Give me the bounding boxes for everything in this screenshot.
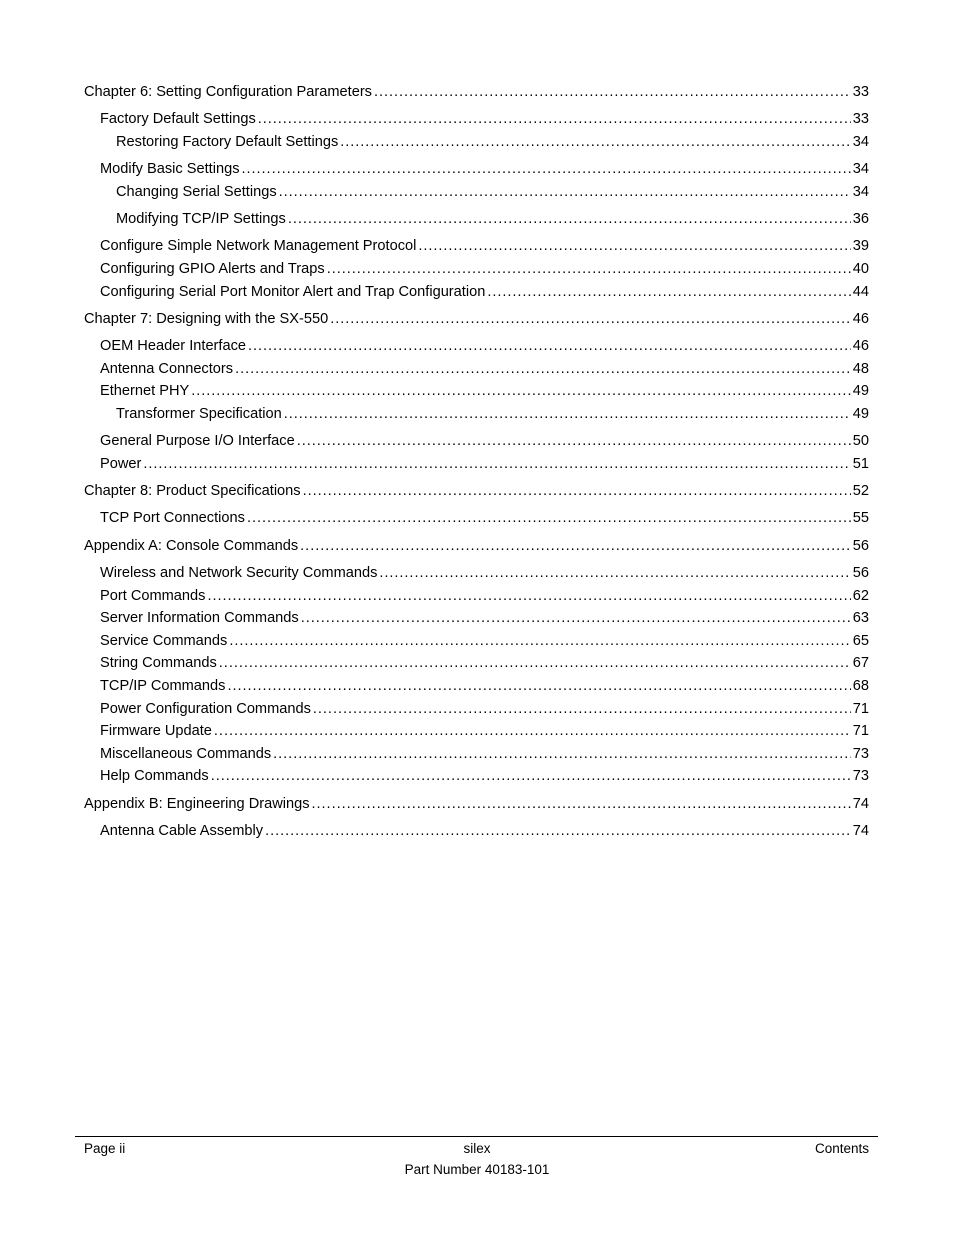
toc-entry-title: Chapter 8: Product Specifications <box>84 483 301 499</box>
toc-entry[interactable] <box>116 184 869 201</box>
toc-dot-leader <box>340 134 851 151</box>
toc-entry[interactable] <box>100 383 869 400</box>
toc-entry[interactable] <box>100 655 869 672</box>
toc-entry[interactable] <box>100 261 869 278</box>
footer-section-label: Contents <box>814 1141 869 1156</box>
toc-entry[interactable] <box>100 823 869 840</box>
toc-entry-page-number: 46 <box>852 311 869 327</box>
toc-entry[interactable] <box>100 238 869 255</box>
toc-entry[interactable] <box>84 483 869 500</box>
toc-entry-page-number: 49 <box>852 383 869 399</box>
toc-entry-title: TCP Port Connections <box>100 510 245 526</box>
toc-entry-page-number: 67 <box>852 655 869 671</box>
toc-entry-page-number: 50 <box>852 433 869 449</box>
toc-entry[interactable] <box>100 510 869 527</box>
toc-entry[interactable] <box>84 311 869 328</box>
toc-dot-leader <box>219 655 851 672</box>
toc-entry-page-number: 65 <box>852 633 869 649</box>
toc-dot-leader <box>312 796 851 813</box>
toc-entry-title: Chapter 7: Designing with the SX-550 <box>84 311 329 327</box>
toc-entry[interactable] <box>116 406 869 423</box>
toc-entry-title: Antenna Cable Assembly <box>100 823 264 839</box>
toc-entry-title: Power <box>100 456 142 472</box>
toc-dot-leader <box>235 361 851 378</box>
toc-entry-page-number: 49 <box>852 406 869 422</box>
toc-entry-title: Transformer Specification <box>116 406 282 422</box>
toc-entry-title: Restoring Factory Default Settings <box>116 134 339 150</box>
toc-entry-title: Help Commands <box>100 768 209 784</box>
toc-dot-leader <box>214 723 851 740</box>
footer-brand: silex <box>463 1141 491 1156</box>
toc-dot-leader <box>229 633 850 650</box>
toc-entry-page-number: 44 <box>852 284 869 300</box>
toc-entry-title: Power Configuration Commands <box>100 701 311 717</box>
toc-dot-leader <box>313 701 851 718</box>
toc-dot-leader <box>487 284 850 301</box>
toc-entry[interactable] <box>100 161 869 178</box>
toc-dot-leader <box>143 456 850 473</box>
toc-entry-title: Factory Default Settings <box>100 111 256 127</box>
toc-entry-title: Ethernet PHY <box>100 383 190 399</box>
toc-entry-page-number: 71 <box>852 701 869 717</box>
toc-entry-title: Miscellaneous Commands <box>100 746 272 762</box>
toc-entry-title: Antenna Connectors <box>100 361 234 377</box>
toc-entry-page-number: 34 <box>852 184 869 200</box>
toc-entry-page-number: 36 <box>852 211 869 227</box>
toc-entry-page-number: 52 <box>852 483 869 499</box>
toc-entry-title: Firmware Update <box>100 723 212 739</box>
toc-entry[interactable] <box>84 84 869 101</box>
toc-entry-title: Configure Simple Network Management Protocol <box>100 238 417 254</box>
toc-dot-leader <box>211 768 851 785</box>
toc-dot-leader <box>303 483 851 500</box>
toc-entry-title: OEM Header Interface <box>100 338 247 354</box>
toc-entry-page-number: 33 <box>852 111 869 127</box>
toc-entry-page-number: 48 <box>852 361 869 377</box>
toc-dot-leader <box>330 311 851 328</box>
toc-entry[interactable] <box>100 633 869 650</box>
toc-entry[interactable] <box>84 538 869 555</box>
toc-dot-leader <box>374 84 851 101</box>
toc-dot-leader <box>301 610 851 627</box>
toc-dot-leader <box>288 211 851 228</box>
toc-entry-title: Service Commands <box>100 633 228 649</box>
toc-entry-page-number: 62 <box>852 588 869 604</box>
toc-entry[interactable] <box>100 284 869 301</box>
toc-entry[interactable] <box>100 338 869 355</box>
toc-entry-title: Configuring Serial Port Monitor Alert and Trap Configuration <box>100 284 486 300</box>
toc-entry-page-number: 55 <box>852 510 869 526</box>
toc-entry[interactable] <box>100 701 869 718</box>
toc-entry-title: Changing Serial Settings <box>116 184 277 200</box>
toc-dot-leader <box>242 161 851 178</box>
toc-dot-leader <box>258 111 851 128</box>
toc-entry[interactable] <box>100 361 869 378</box>
toc-dot-leader <box>207 588 850 605</box>
toc-entry-page-number: 39 <box>852 238 869 254</box>
footer-divider <box>75 1136 878 1137</box>
toc-dot-leader <box>247 510 851 527</box>
toc-entry-page-number: 68 <box>852 678 869 694</box>
toc-entry[interactable] <box>100 433 869 450</box>
toc-entry-title: Server Information Commands <box>100 610 299 626</box>
toc-entry[interactable] <box>116 211 869 228</box>
toc-entry-title: General Purpose I/O Interface <box>100 433 295 449</box>
toc-entry[interactable] <box>116 134 869 151</box>
toc-entry-title: Port Commands <box>100 588 206 604</box>
toc-entry-title: Chapter 6: Setting Configuration Parameters <box>84 84 372 100</box>
toc-dot-leader <box>327 261 851 278</box>
toc-entry[interactable] <box>100 111 869 128</box>
toc-entry-page-number: 73 <box>852 746 869 762</box>
toc-entry-page-number: 56 <box>852 565 869 581</box>
toc-entry-title: Appendix A: Console Commands <box>84 538 299 554</box>
toc-dot-leader <box>279 184 851 201</box>
toc-entry-page-number: 34 <box>852 134 869 150</box>
toc-entry-title: Appendix B: Engineering Drawings <box>84 796 310 812</box>
toc-dot-leader <box>227 678 850 695</box>
toc-entry[interactable] <box>100 768 869 785</box>
footer-part-number: Part Number 40183-101 <box>404 1162 550 1177</box>
toc-entry[interactable] <box>100 723 869 740</box>
toc-entry-page-number: 73 <box>852 768 869 784</box>
toc-entry-page-number: 74 <box>852 796 869 812</box>
toc-entry[interactable] <box>100 456 869 473</box>
toc-dot-leader <box>379 565 850 582</box>
toc-entry-page-number: 46 <box>852 338 869 354</box>
toc-entry-page-number: 56 <box>852 538 869 554</box>
toc-dot-leader <box>273 746 851 763</box>
toc-dot-leader <box>265 823 851 840</box>
toc-dot-leader <box>418 238 850 255</box>
toc-entry[interactable] <box>100 678 869 695</box>
toc-entry-page-number: 40 <box>852 261 869 277</box>
toc-entry[interactable] <box>100 565 869 582</box>
toc-entry[interactable] <box>100 588 869 605</box>
toc-entry-page-number: 34 <box>852 161 869 177</box>
toc-dot-leader <box>248 338 851 355</box>
toc-dot-leader <box>300 538 851 555</box>
toc-entry-title: Modifying TCP/IP Settings <box>116 211 286 227</box>
toc-dot-leader <box>297 433 851 450</box>
toc-dot-leader <box>191 383 851 400</box>
toc-entry-page-number: 63 <box>852 610 869 626</box>
toc-entry[interactable] <box>84 796 869 813</box>
toc-entry-page-number: 71 <box>852 723 869 739</box>
toc-entry-title: String Commands <box>100 655 217 671</box>
toc-entry-page-number: 33 <box>852 84 869 100</box>
toc-entry-page-number: 51 <box>852 456 869 472</box>
toc-entry[interactable] <box>100 610 869 627</box>
toc-entry-title: Wireless and Network Security Commands <box>100 565 378 581</box>
toc-entry-title: Modify Basic Settings <box>100 161 240 177</box>
toc-dot-leader <box>284 406 851 423</box>
footer-page-label: Page ii <box>84 1141 126 1156</box>
toc-entry-page-number: 74 <box>852 823 869 839</box>
toc-entry-title: TCP/IP Commands <box>100 678 226 694</box>
toc-entry-title: Configuring GPIO Alerts and Traps <box>100 261 325 277</box>
toc-entry[interactable] <box>100 746 869 763</box>
